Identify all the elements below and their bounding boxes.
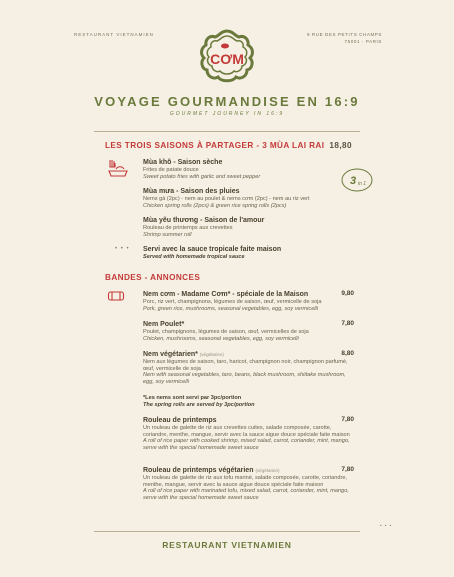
address [307, 31, 382, 45]
divider [94, 531, 360, 532]
item-desc-fr: Frites de patate douce [143, 167, 199, 173]
item-price: 7,80 [341, 416, 354, 423]
section-title-text: LES TROIS SAISONS À PARTAGER - 3 MÙA LAI RAI [105, 141, 325, 150]
logo-leaf-icon [221, 44, 229, 49]
item-desc-fr: Nems gà (2pc) - nem au poulet & nems cơm (2pc) - nem au riz vert [143, 196, 310, 202]
item-desc-en: Sweet potato fries with garlic and sweet pepper [143, 173, 261, 180]
item-desc-fr: Un rouleau de galette de riz aux crevettes cuites, salade composée, carotte, coriandre, menthe, mangue, servir avec la sauce aigue douce spéciale faite maison [143, 425, 350, 438]
hand-plate-icon [107, 158, 129, 178]
page-subtitle: GOURMET JOURNEY IN 16:9 [169, 111, 285, 117]
item-name: Nem cơm - Madame Cơm* - spéciale de la Maison [143, 291, 309, 298]
address-line1: 9 RUE DES PETITS CHAMPS [306, 32, 382, 37]
address-line2: 75001 · PARIS [344, 39, 382, 44]
footer-title: RESTAURANT VIETNAMIEN [162, 540, 292, 550]
ellipsis-icon: • • • [380, 523, 393, 528]
item-desc-en: Chicken, mushrooms, seasonal vegetables, egg, soy vermicelli [143, 335, 299, 342]
item-name: Mùa mưa - Saison des pluies [143, 188, 240, 195]
list-item [143, 158, 357, 180]
spring-roll-icon [107, 290, 125, 302]
item-name: Mùa khô - Saison sèche [143, 159, 223, 166]
item-price: 8,80 [341, 350, 354, 357]
note-en: The spring rolls are served by 3pc/portion [143, 401, 255, 408]
item-name [143, 466, 357, 475]
list-item [143, 187, 357, 209]
item-desc-fr: Poulet, champignons, légumes de saison, œuf, vermicelles de soja [143, 329, 309, 335]
list-item [143, 245, 357, 261]
item-desc-en: A roll of rice paper with cooked shrimp, mixed salad, carrot, coriander, mint, mango, serve with the special homemade sweet sauce [143, 438, 350, 451]
item-desc-en: Pork, green rice, mushrooms, seasonal vegetables, egg, soy vermicelli [143, 305, 319, 312]
list-item [143, 216, 357, 238]
item-desc-en: Served with homemade tropical sauce [143, 254, 245, 260]
list-item [143, 416, 357, 451]
item-desc-en: Nem with seasonal vegetables, taro, beans, black mushroom, shiitake mushroom, egg, soy vermicelli [143, 372, 346, 385]
item-tag: (végétarien) [255, 468, 280, 473]
item-tag: (végétarien) [199, 352, 224, 357]
com-logo [197, 27, 257, 87]
item-name-text: Rouleau de printemps végétarien [143, 467, 254, 474]
item-price: 7,80 [341, 320, 354, 327]
list-item [143, 466, 357, 501]
item-name: Rouleau de printemps [143, 417, 217, 424]
item-name [143, 350, 357, 359]
list-item [143, 290, 357, 312]
section-price: 18,80 [329, 141, 352, 150]
item-name: Nem Poulet* [143, 321, 185, 328]
page-title: VOYAGE GOURMANDISE EN 16:9 [94, 94, 360, 109]
section-title-annonces: BANDES - ANNONCES [105, 273, 201, 282]
item-desc-fr: Un rouleau de galette de riz aux tofu mariné, salade composée, carotte, coriandre, menthe, mangue, servir avec la sauce aigue douce spéciale faite maison [143, 475, 347, 488]
item-name: Servi avec la sauce tropicale faite maison [143, 246, 282, 253]
restaurant-label: RESTAURANT VIETNAMIEN [74, 32, 154, 37]
logo-text: CƠM [210, 51, 244, 67]
item-price: 7,80 [341, 466, 354, 473]
item-desc-fr: Porc, riz vert, champignons, légumes de saison, œuf, vermicelle de soja [143, 299, 322, 305]
list-item [143, 350, 357, 385]
item-desc-en: A roll of rice paper with marinated tofu, mixed salad, carrot, coriander, mint, mango, serve with the special homemade sweet sauce [143, 488, 349, 501]
item-desc-en: Chicken spring rolls (2pcs) & green rice spring rolls (2pcs) [143, 202, 287, 209]
item-name: Mùa yêu thương - Saison de l'amour [143, 217, 265, 224]
divider [94, 131, 360, 132]
item-desc-fr: Nem aux légumes de saison, taro, haricot, champignon noir, champignon parfumé, œuf, vermicelle de soja [143, 359, 348, 372]
portion-note [143, 395, 357, 408]
item-desc-en: Shrimp summer roll [143, 231, 192, 238]
list-item [143, 320, 357, 342]
item-price: 9,80 [341, 290, 354, 297]
item-name-text: Nem végétarien* [143, 351, 198, 358]
badge-main: 3 [349, 175, 357, 187]
item-desc-fr: Rouleau de printemps aux crevettes [143, 225, 233, 231]
note-fr: *Les nems sont servi par 3pc/portion [143, 395, 242, 401]
ellipsis-icon: • • • [115, 246, 130, 252]
badge-sub: in 1 [357, 181, 367, 187]
section-title-saisons [105, 141, 352, 150]
